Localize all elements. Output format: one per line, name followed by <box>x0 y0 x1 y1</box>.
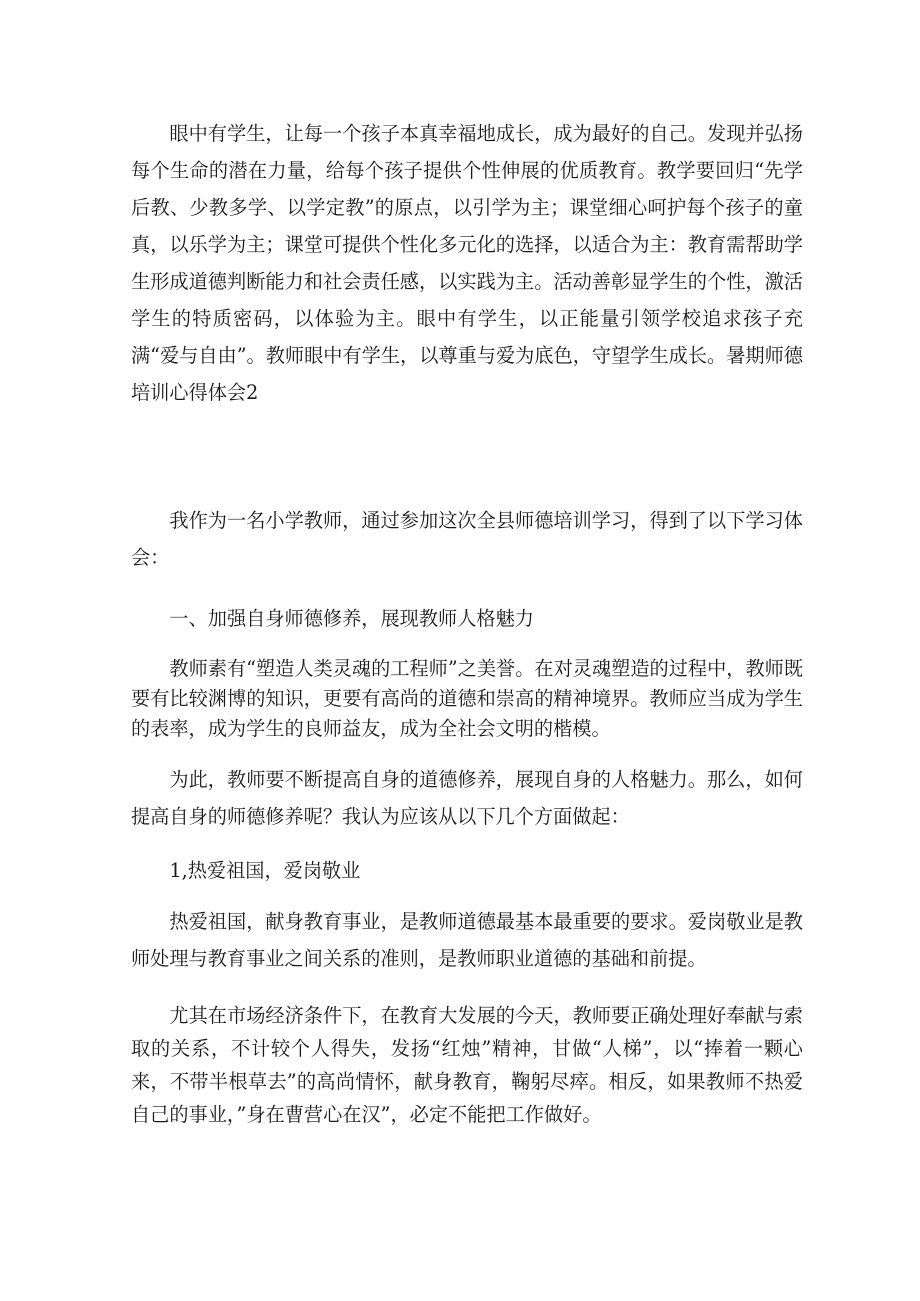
paragraph-6: 尤其在市场经济条件下，在教育大发展的今天，教师要正确处理好奉献与索取的关系，不计较个人得失，发扬“红烛”精神，甘做“人梯”，以“捧着一颗心来，不带半根草去”的高尚情怀，献身教育，鞠躬尽瘁。相反，如果教师不热爱自己的事业，”身在曹营心在汉”，必定不能把工作做好。 <box>131 1004 803 1126</box>
section-heading-1: 一、加强自身师德修养，展现教师人格魅力 <box>169 607 534 630</box>
paragraph-5: 热爱祖国，献身教育事业，是教师道德最基本最重要的要求。爱岗敬业是教师处理与教育事业之间关系的准则，是教师职业道德的基础和前提。 <box>131 910 803 970</box>
paragraph-1: 眼中有学生，让每一个孩子本真幸福地成长，成为最好的自己。发现并弘扬每个生命的潜在力量，给每个孩子提供个性伸展的优质教育。教学要回归“先学后教、少教多学、以学定教”的原点，以引学为主；课堂细心呵护每个孩子的童真，以乐学为主；课堂可提供个性化多元化的选择，以适合为主：教育需帮助学生形成道德判断能力和社会责任感，以实践为主。活动善彰显学生的个性，激活学生的特质密码，以体验为主。眼中有学生，以正能量引领学校追求孩子充满“爱与自由”。教师眼中有学生，以尊重与爱为底色，守望学生成长。暑期师德培训心得体会2 <box>131 122 803 404</box>
paragraph-2: 我作为一名小学教师，通过参加这次全县师德培训学习，得到了以下学习体会： <box>131 509 803 569</box>
paragraph-3: 教师素有“塑造人类灵魂的工程师”之美誉。在对灵魂塑造的过程中，教师既要有比较渊博的知识，更要有高尚的道德和崇高的精神境界。教师应当成为学生的表率，成为学生的良师益友，成为全社会文明的楷模。 <box>131 657 804 740</box>
paragraph-4: 为此，教师要不断提高自身的道德修养，展现自身的人格魅力。那么，如何提高自身的师德修养呢？我认为应该从以下几个方面做起： <box>131 768 803 828</box>
subsection-heading-1: 1,热爱祖国，爱岗敬业 <box>169 859 361 882</box>
